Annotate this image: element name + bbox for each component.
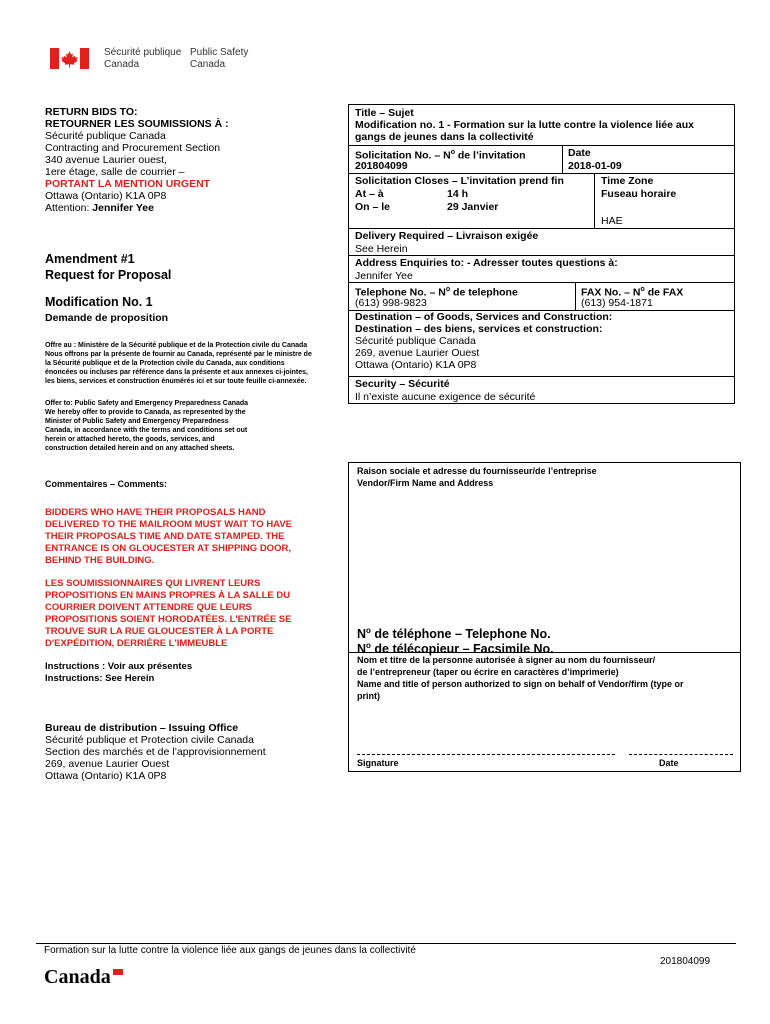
address-enquiries-label: Address Enquiries to: - Adresser toutes questions à: [355, 257, 618, 269]
delivery-label: Delivery Required – Livraison exigée [355, 230, 539, 242]
authorized-person-label: Nom et titre de la personne autorisée à signer au nom du fournisseur/ de l’entrepreneur (taper ou écrire en caractères d’imprimerie) Name and title of person authorized to sign on behalf of Vendor/firm (type or print) [357, 655, 684, 701]
fax-label: FAX No. – $N^o$ de FAX [581, 286, 684, 299]
vendor-box [348, 462, 741, 772]
vendor-telephone-label: $N^o$ de téléphone – Telephone No. [357, 626, 551, 642]
footer-number: 201804099 [660, 956, 711, 967]
delivery-value: See Herein [355, 243, 408, 255]
amendment-title: Amendment #1 [45, 252, 135, 266]
vendor-name-address-field[interactable] [350, 491, 739, 617]
at-label: At – à [355, 188, 384, 200]
address-enquiries-value: Jennifer Yee [355, 270, 413, 282]
signature-label: Signature [357, 758, 399, 768]
vendor-fax-label: $N^o$ de télécopieur – Facsimile No. [357, 641, 554, 657]
attention-line: Attention: Jennifer Yee [45, 202, 154, 214]
time-zone-value: HAE [601, 215, 623, 227]
return-address-line: 340 avenue Laurier ouest, [45, 154, 168, 166]
return-bids-block [45, 106, 335, 214]
telephone-value: (613) 998-9823 [355, 297, 427, 309]
return-bids-title-fr: RETOURNER LES SOUMISSIONS À : [45, 118, 229, 130]
urgent-mention: PORTANT LA MENTION URGENT [45, 178, 211, 190]
date-value: 2018-01-09 [568, 160, 622, 172]
signature-line[interactable] [357, 754, 615, 755]
flag-icon [50, 48, 89, 69]
time-zone-label: Time Zone [601, 175, 654, 187]
footer-divider [36, 943, 736, 944]
demande-de-proposition: Demande de proposition [45, 312, 169, 324]
date-line[interactable] [629, 754, 733, 755]
bidders-notice-en: BIDDERS WHO HAVE THEIR PROPOSALS HAND DELIVERED TO THE MAILROOM MUST WAIT TO HAVE THEIR PROPOSALS TIME AND DATE STAMPED. THE ENTRANCE IS ON GLOUCESTER AT SHIPPING DOOR, BEHIND THE BUILDING. [45, 507, 293, 566]
return-address-city: Ottawa (Ontario) K1A 0P8 [45, 190, 167, 202]
offer-fr: Offre au : Ministère de la Sécurité publique et de la Protection civile du Canada Nous offrons par la présente de fournir au Canada, représenté par le ministre de la Sécurité publique et de la Protection civile du Canada, aux conditions énoncées ou incluses par référence dans la présente et aux annexes ci-jointes, les biens, services et construction énumérés ici et sur toute feuille ci-annexée. [45, 342, 312, 385]
telephone-label: Telephone No. – $N^o$ de telephone [355, 286, 518, 299]
canada-wordmark: Canada [44, 966, 126, 988]
time-zone-label-fr: Fuseau horaire [601, 188, 677, 200]
solicitation-no-label: Solicitation No. – $N^o$ de l’invitation [355, 149, 526, 162]
return-address-line: Contracting and Procurement Section [45, 142, 221, 154]
issuing-office: Bureau de distribution – Issuing Office Sécurité publique et Protection civile Canada Section des marchés et de l’approvisionnement 269, avenue Laurier Ouest Ottawa (Ontario) K1A 0P8 [45, 722, 266, 782]
on-label: On – le [355, 201, 391, 213]
department-name-en: Public Safety Canada [190, 47, 249, 70]
vendor-date-label: Date [659, 758, 679, 768]
comments-label: Commentaires – Comments: [45, 479, 168, 489]
authorized-person-field[interactable] [350, 704, 739, 746]
fax-value: (613) 954-1871 [581, 297, 653, 309]
security-value: Il n’existe aucune exigence de sécurité [355, 391, 536, 403]
return-address-line: 1ere étage, salle de courrier – [45, 166, 185, 178]
closes-label: Solicitation Closes – L’invitation prend fin [355, 175, 564, 187]
return-bids-title-en: RETURN BIDS TO: [45, 106, 138, 118]
solicitation-info-box [348, 104, 735, 404]
amendment-block [45, 251, 335, 283]
offer-en: Offer to: Public Safety and Emergency Preparedness Canada We hereby offer to provide to Canada, as represented by the Minister of Public Safety and Emergency Preparedness Canada, in accordance with the terms and conditions set out herein or attached hereto, the goods, services, and construction detailed herein and on any attached sheets. [45, 400, 249, 452]
return-address-line: Sécurité publique Canada [45, 130, 166, 142]
on-value: 29 Janvier [447, 201, 499, 213]
footer-title: Formation sur la lutte contre la violence liée aux gangs de jeunes dans la collectivité [44, 945, 416, 956]
title-value: Modification no. 1 - Formation sur la lutte contre la violence liée aux [355, 119, 694, 131]
request-for-proposal: Request for Proposal [45, 268, 172, 282]
modification-block [45, 294, 335, 324]
destination-block: Destination – of Goods, Services and Construction: Destination – des biens, services et construction: Sécurité publique Canada 269, avenue Laurier Ouest Ottawa (Ontario) K1A 0P8 [355, 311, 613, 371]
modification-no: Modification No. 1 [45, 295, 153, 309]
issuing-office-title: Bureau de distribution – Issuing Office [45, 722, 239, 734]
bidders-notice-fr: LES SOUMISSIONNAIRES QUI LIVRENT LEURS PROPOSITIONS EN MAINS PROPRES À LA SALLE DU COURRIER DOIVENT ATTENDRE QUE LEURS PROPOSITIONS SOIENT HORODATÉES. L'ENTRÉE SE TROUVE SUR LA RUE GLOUCESTER À LA PORTE D'EXPÉDITION, DERRIÈRE L'IMMEUBLE [45, 578, 292, 649]
title-value-2: gangs de jeunes dans la collectivité [355, 131, 534, 143]
security-label: Security – Sécurité [355, 378, 450, 390]
at-value: 14 h [447, 188, 469, 200]
solicitation-no-value: 201804099 [355, 160, 408, 172]
date-label: Date [568, 147, 591, 159]
title-label: Title – Sujet [355, 107, 414, 119]
department-name-fr: Sécurité publique Canada [104, 47, 182, 70]
wordmark-flag-icon [113, 969, 123, 975]
instructions: Instructions : Voir aux présentes Instructions: See Herein [45, 661, 193, 684]
vendor-name-label: Raison sociale et adresse du fournisseur/de l’entreprise Vendor/Firm Name and Address [357, 466, 597, 488]
